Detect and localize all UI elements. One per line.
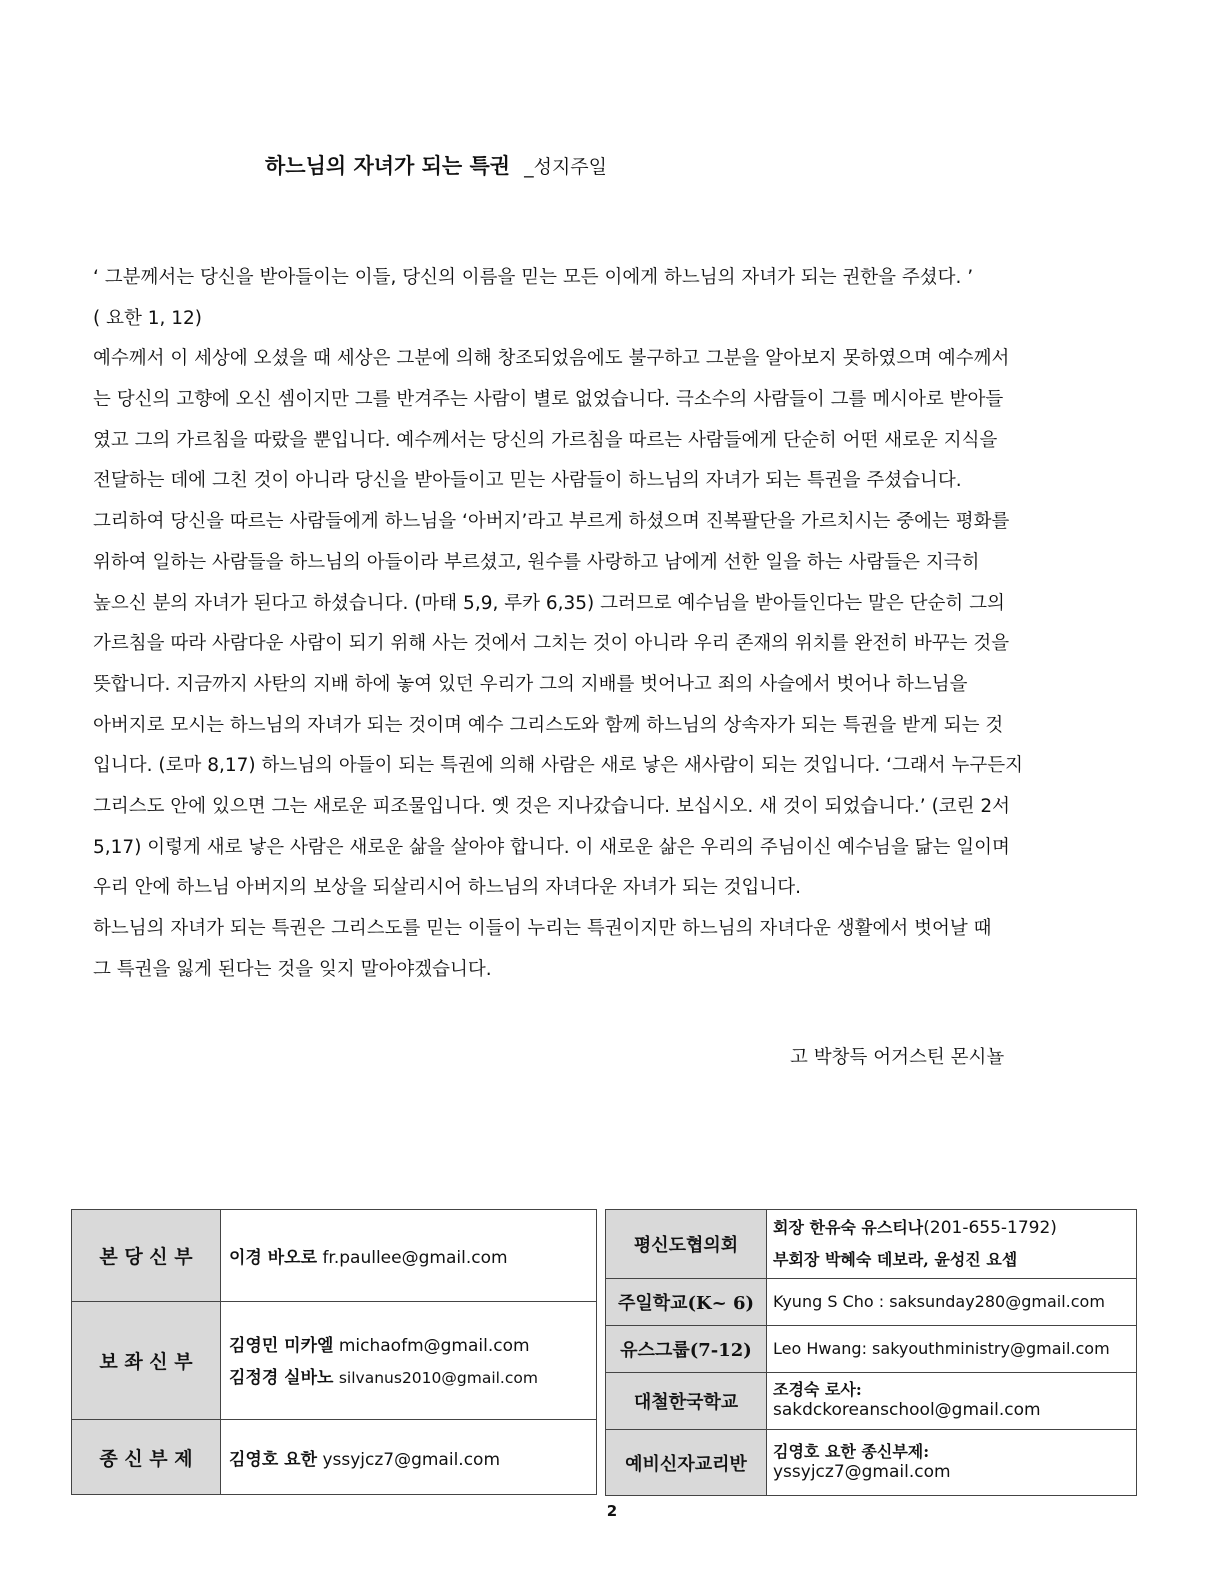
body-line: 그 특권을 잃게 된다는 것을 잊지 말아야겠습니다. bbox=[93, 958, 492, 980]
body-line: 입니다. (로마 8,17) 하느님의 아들이 되는 특권에 의해 사람은 새로 낳은 새사람이 되는 것입니다. ‘그래서 누구든지 bbox=[93, 755, 1023, 777]
youth-name: Leo Hwang bbox=[773, 1339, 862, 1358]
body-line: 높으신 분의 자녀가 된다고 하셨습니다. (마태 5,9, 루카 6,35) 그러므로 예수님을 받아들인다는 말은 단순히 그의 bbox=[93, 592, 1005, 614]
youth-email[interactable]: : sakyouthministry@gmail.com bbox=[861, 1339, 1110, 1358]
assistant-value bbox=[221, 1302, 597, 1420]
assistant-2-email[interactable]: silvanus2010@gmail.com bbox=[338, 1368, 538, 1387]
body-line: 하느님의 자녀가 되는 특권은 그리스도를 믿는 이들이 누리는 특권이지만 하느님의 자녀다운 생활에서 벗어날 때 bbox=[93, 918, 992, 939]
council-label: 평신도협의회 bbox=[606, 1210, 767, 1279]
ministry-table bbox=[605, 1209, 1137, 1496]
body-line: 우리 안에 하느님 아버지의 보상을 되살리시어 하느님의 자녀다운 자녀가 되는 것입니다. bbox=[93, 877, 802, 899]
body-line: ‘ 그분께서는 당신을 받아들이는 이들, 당신의 이름을 믿는 모든 이에게 하느님의 자녀가 되는 권한을 주셨다. ’ bbox=[93, 267, 974, 288]
body-line: 전달하는 데에 그친 것이 아니라 당신을 받아들이고 믿는 사람들이 하느님의 자녀가 되는 특권을 주셨습니다. bbox=[93, 470, 962, 492]
assistant-1-email[interactable]: michaofm@gmail.com bbox=[338, 1335, 530, 1356]
table-row bbox=[606, 1326, 1137, 1373]
table-row bbox=[606, 1210, 1137, 1279]
assistant-1-name: 김영민 미카엘 bbox=[229, 1335, 334, 1356]
body-line: 뜻합니다. 지금까지 사탄의 지배 하에 놓여 있던 우리가 그의 지배를 벗어나고 죄의 사슬에서 벗어나 하느님을 bbox=[93, 673, 968, 695]
page-number: 2 bbox=[606, 1502, 618, 1520]
deacon-value bbox=[221, 1420, 597, 1495]
deacon-name: 김영호 요한 bbox=[229, 1449, 318, 1470]
body-line: 였고 그의 가르침을 따랐을 뿐입니다. 예수께서는 당신의 가르침을 따르는 사람들에게 단순히 어떤 새로운 지식을 bbox=[93, 429, 998, 451]
table-row bbox=[72, 1302, 597, 1420]
rcia-label: 예비신자교리반 bbox=[606, 1430, 767, 1496]
council-phone: (201-655-1792) bbox=[923, 1218, 1057, 1238]
body-line: 그리하여 당신을 따르는 사람들에게 하느님을 ‘아버지’라고 부르게 하셨으며 진복팔단을 가르치시는 중에는 평화를 bbox=[93, 511, 1010, 533]
table-row bbox=[606, 1430, 1137, 1496]
deacon-email[interactable]: yssyjcz7@gmail.com bbox=[322, 1449, 501, 1470]
rcia-email[interactable]: yssyjcz7@gmail.com bbox=[773, 1461, 951, 1482]
youth-label: 유스그룹(7-12) bbox=[606, 1326, 767, 1373]
table-row bbox=[606, 1373, 1137, 1430]
korean-school-email[interactable]: sakdckoreanschool@gmail.com bbox=[773, 1400, 1041, 1421]
pastor-name: 이경 바오로 bbox=[229, 1248, 318, 1268]
assistant-label: 보 좌 신 부 bbox=[72, 1302, 221, 1420]
clergy-table bbox=[71, 1209, 597, 1495]
body-line: 아버지로 모시는 하느님의 자녀가 되는 것이며 예수 그리스도와 함께 하느님의 상속자가 되는 특권을 받게 되는 것 bbox=[93, 714, 1004, 736]
title-sub: _성지주일 bbox=[524, 156, 608, 178]
sunday-school-value: Kyung S Cho : saksunday280@gmail.com bbox=[767, 1279, 1137, 1326]
council-value bbox=[767, 1210, 1137, 1279]
rcia-name: 김영호 요한 종신부제: bbox=[773, 1441, 930, 1461]
body-line: 는 당신의 고향에 오신 셈이지만 그를 반겨주는 사람이 별로 없었습니다. 극소수의 사람들이 그를 메시아로 받아들 bbox=[93, 389, 1004, 411]
korean-school-name: 조경숙 로사: bbox=[773, 1380, 862, 1400]
pastor-label: 본 당 신 부 bbox=[72, 1210, 221, 1302]
korean-school-value bbox=[767, 1373, 1137, 1430]
youth-value bbox=[767, 1326, 1137, 1373]
assistant-2-name: 김정경 실바노 bbox=[229, 1367, 334, 1388]
body-line: 그리스도 안에 있으면 그는 새로운 피조물입니다. 옛 것은 지나갔습니다. 보십시오. 새 것이 되었습니다.’ (코린 2서 bbox=[93, 795, 1011, 817]
pastor-value bbox=[221, 1210, 597, 1302]
council-vice-presidents: 부회장 박혜숙 데보라, 윤성진 요셉 bbox=[773, 1250, 1018, 1269]
body-line: 위하여 일하는 사람들을 하느님의 아들이라 부르셨고, 원수를 사랑하고 남에게 선한 일을 하는 사람들은 지극히 bbox=[93, 551, 980, 573]
signature: 고 박창득 어거스틴 몬시뇰 bbox=[790, 1047, 1005, 1068]
rcia-value bbox=[767, 1430, 1137, 1496]
title-main: 하느님의 자녀가 되는 특권 bbox=[265, 154, 511, 178]
deacon-label: 종 신 부 제 bbox=[72, 1420, 221, 1495]
council-president: 회장 한유숙 유스티나 bbox=[773, 1218, 924, 1237]
table-row bbox=[72, 1210, 597, 1302]
body-line: 가르침을 따라 사람다운 사람이 되기 위해 사는 것에서 그치는 것이 아니라 우리 존재의 위치를 완전히 바꾸는 것을 bbox=[93, 633, 1010, 655]
body-line: ( 요한 1, 12) bbox=[93, 307, 203, 329]
body-text bbox=[93, 258, 1138, 990]
korean-school-label: 대철한국학교 bbox=[606, 1373, 767, 1430]
body-line: 예수께서 이 세상에 오셨을 때 세상은 그분에 의해 창조되었음에도 불구하고 그분을 알아보지 못하였으며 예수께서 bbox=[93, 348, 1010, 370]
table-row bbox=[72, 1420, 597, 1495]
page-title bbox=[265, 150, 607, 180]
sunday-school-label: 주일학교(K~ 6) bbox=[606, 1279, 767, 1326]
table-row bbox=[606, 1279, 1137, 1326]
body-line: 5,17) 이렇게 새로 낳은 사람은 새로운 삶을 살아야 합니다. 이 새로운 삶은 우리의 주님이신 예수님을 닮는 일이며 bbox=[93, 836, 1010, 858]
pastor-email[interactable]: fr.paullee@gmail.com bbox=[322, 1248, 508, 1268]
